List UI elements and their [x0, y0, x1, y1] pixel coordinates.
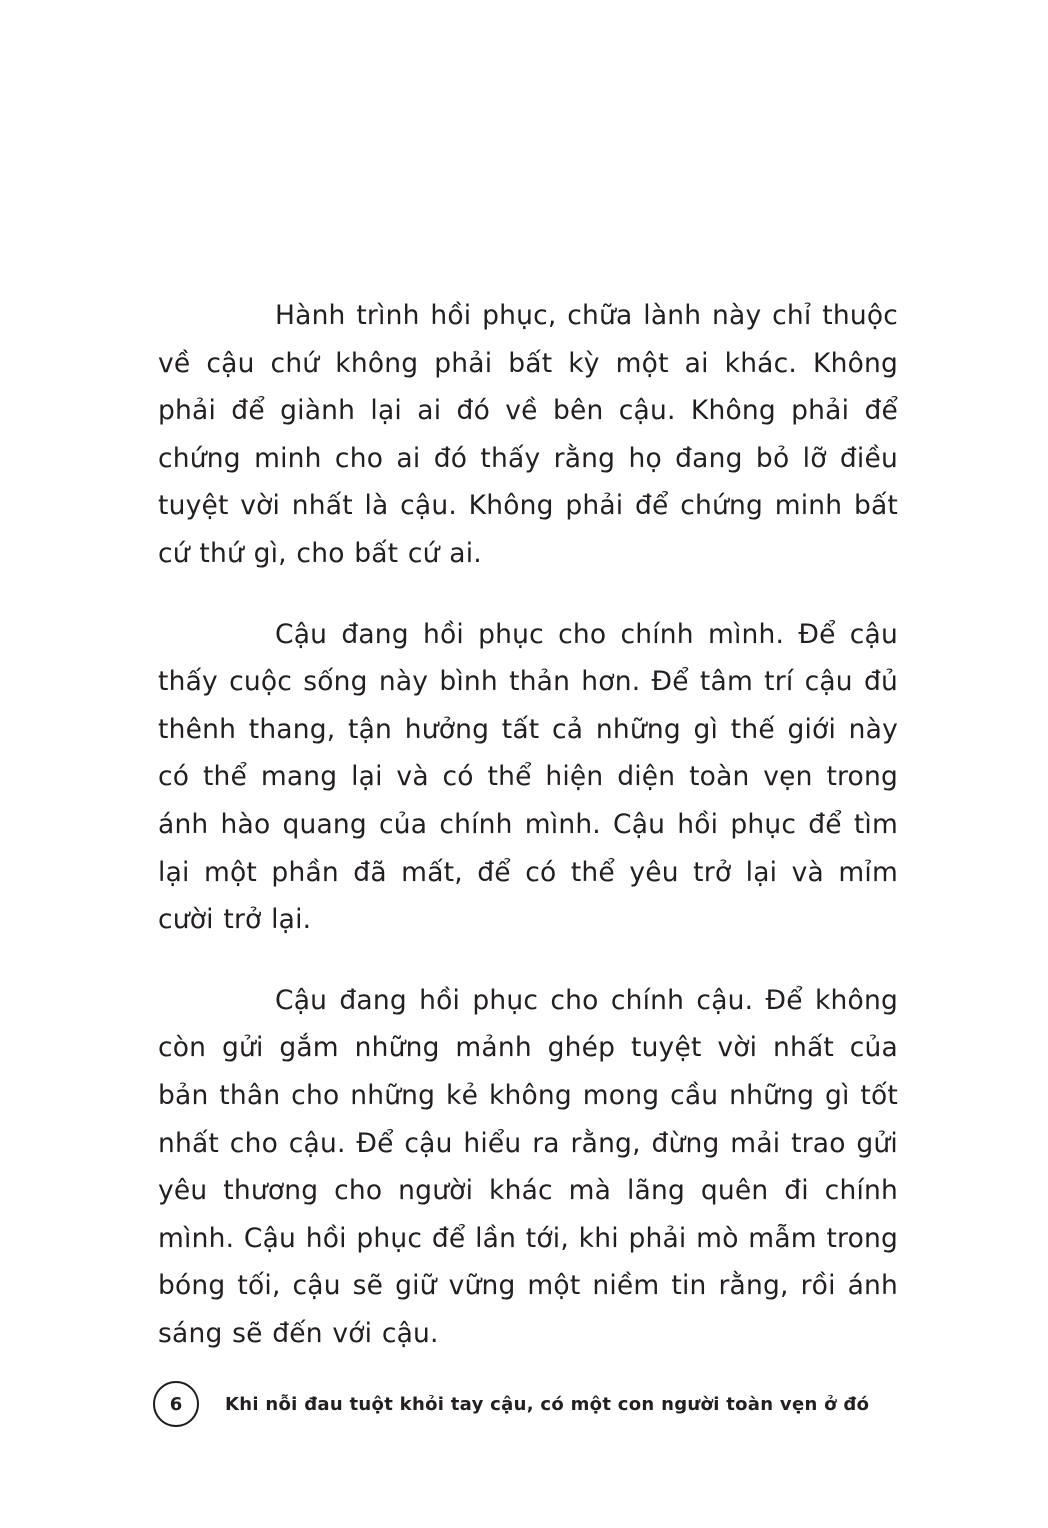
paragraph-2: Cậu đang hồi phục cho chính mình. Để cậu thấy cuộc sống này bình thản hơn. Để tâm trí cậu đủ thênh thang, tận hưởng tất cả những gì thế giới này có thể mang lại và có thể hiện diện toàn vẹn trong ánh hào quang của chính mình. Cậu hồi phục để tìm lại một phần đã mất, để có thể yêu trở lại và mỉm cười trở lại. [158, 618, 898, 936]
paragraph-1: Hành trình hồi phục, chữa lành này chỉ thuộc về cậu chứ không phải bất kỳ một ai khác. Không phải để giành lại ai đó về bên cậu. Không phải để chứng minh cho ai đó thấy rằng họ đang bỏ lỡ điều tuyệt vời nhất là cậu. Không phải để chứng minh bất cứ thứ gì, cho bất cứ ai. [158, 300, 898, 569]
running-title: Khi nỗi đau tuột khỏi tay cậu, có một con người toàn vẹn ở đó [225, 1393, 870, 1415]
paragraph-3: Cậu đang hồi phục cho chính cậu. Để không còn gửi gắm những mảnh ghép tuyệt vời nhất của bản thân cho những kẻ không mong cầu những gì tốt nhất cho cậu. Để cậu hiểu ra rằng, đừng mải trao gửi yêu thương cho người khác mà lãng quên đi chính mình. Cậu hồi phục để lần tới, khi phải mò mẫm trong bóng tối, cậu sẽ giữ vững một niềm tin rằng, rồi ánh sáng sẽ đến với cậu. [158, 984, 898, 1349]
page-number: 6 [169, 1393, 183, 1415]
page-number-circle [153, 1381, 199, 1427]
page-footer [153, 1379, 869, 1429]
body-text [158, 292, 898, 1390]
